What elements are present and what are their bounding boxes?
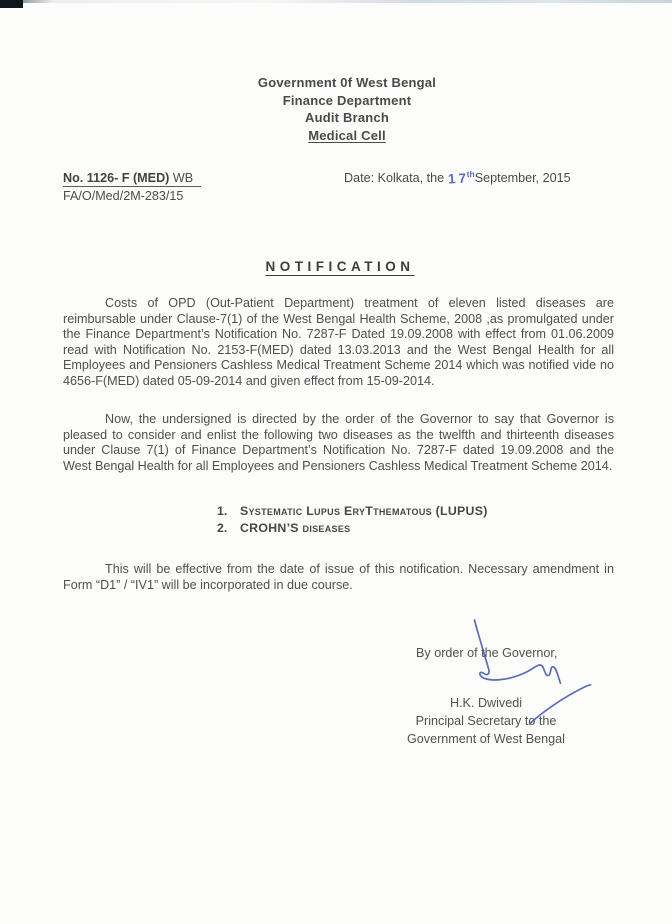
paragraph-opening: Costs of OPD (Out-Patient Department) treatment of eleven listed diseases are reimbursable under Clause-7(1) of the West Bengal Health Scheme, 2008 ,as promulgated under the Finance Department’s Notification No. 7287-F Dated 19.09.2008 with effect from 01.06.2009 read with Notification No. 2153-F(MED) dated 13.03.2013 and the West Bengal Health for all Employees and Pensioners Cashless Medical Treatment Scheme 2014 which was notified vide no 4656-F(MED) dated 05-09-2014 and given effect from 15-09-2014. bbox=[63, 296, 614, 388]
by-order-line: By order of the Governor, bbox=[416, 646, 558, 660]
scan-artifact-top-edge bbox=[0, 0, 672, 3]
date-rest: September, 2015 bbox=[474, 171, 571, 186]
signatory-name: H.K. Dwivedi bbox=[449, 696, 523, 710]
file-number: FA/O/Med/2M-283/15 bbox=[63, 189, 184, 203]
signatory-organisation: Government of West Bengal bbox=[407, 732, 565, 746]
letterhead-government: Government 0f West Bengal bbox=[257, 75, 437, 90]
signatory-designation: Principal Secretary to the bbox=[415, 714, 557, 728]
handwritten-day: 17 bbox=[447, 170, 470, 187]
letterhead-department: Finance Department bbox=[282, 92, 412, 108]
disease-item-1-number: 1. bbox=[217, 504, 228, 518]
letterhead-cell: Medical Cell bbox=[308, 127, 386, 143]
disease-item-2-name: CROHN’S diseases bbox=[240, 520, 351, 535]
disease-item-2 bbox=[217, 520, 488, 537]
date-prefix: Date: Kolkata, the bbox=[344, 171, 448, 186]
handwritten-day-suffix: th bbox=[466, 169, 475, 179]
reference-block bbox=[63, 169, 201, 205]
disease-item-1 bbox=[217, 503, 488, 520]
letterhead-branch: Audit Branch bbox=[304, 110, 389, 125]
paragraph-enlistment: Now, the undersigned is directed by the order of the Governor to say that Governor is pleased to consider and enlist the following two diseases as the twelfth and thirteenth diseases under Clause 7(1) of Finance Department’s Notification No. 7287-F dated 19.09.2008 and the West Bengal Health for all Employees and Pensioners Cashless Medical Treatment Scheme 2014. bbox=[63, 412, 614, 473]
disease-item-1-name: Systematic Lupus EryTthematous (LUPUS) bbox=[240, 504, 488, 518]
letterhead bbox=[22, 74, 672, 144]
signatory-block bbox=[388, 694, 584, 748]
paragraph-effective-date: This will be effective from the date of issue of this notification. Necessary amendment in Form “D1” / “IV1” will be incorporated in due course. bbox=[63, 562, 614, 592]
date-line bbox=[344, 169, 571, 185]
memo-number: No. 1126- F (MED) WB bbox=[63, 170, 201, 187]
disease-item-2-number: 2. bbox=[217, 520, 228, 535]
disease-list bbox=[217, 503, 488, 536]
scan-artifact-corner-mark bbox=[0, 0, 23, 8]
notification-title: NOTIFICATION bbox=[265, 259, 415, 274]
